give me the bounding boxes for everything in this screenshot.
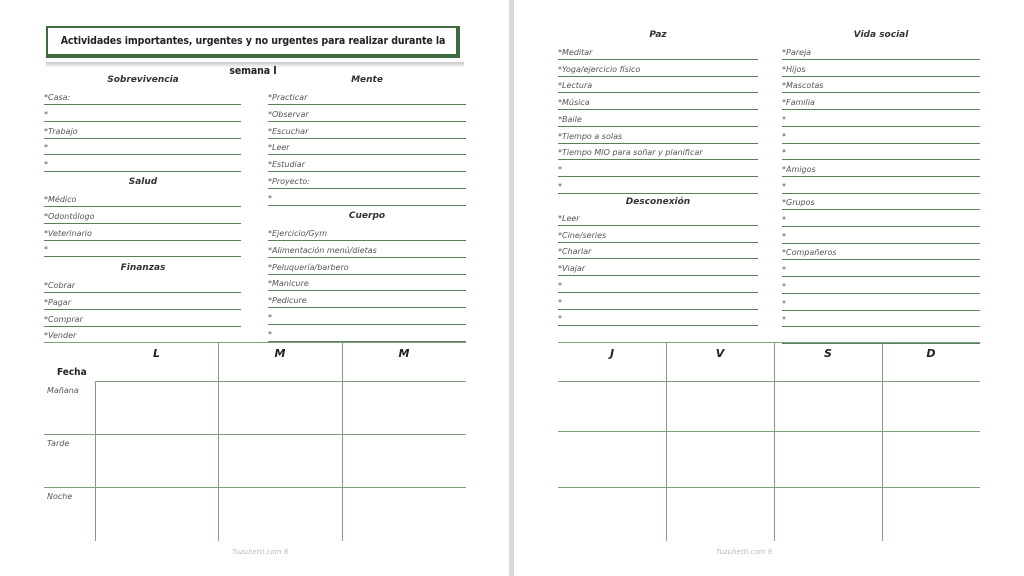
list-item[interactable]: *	[268, 309, 466, 325]
list-item[interactable]: *Hijos	[782, 61, 980, 77]
section-title-desconexion: Desconexión	[625, 197, 691, 207]
list-item[interactable]: *Leer	[268, 139, 466, 155]
fecha-label: Fecha	[57, 367, 87, 378]
list-item[interactable]	[558, 327, 758, 343]
list-item[interactable]: *Lectura	[558, 77, 758, 93]
list-item[interactable]: *Pagar	[44, 294, 241, 310]
list-item[interactable]: *Trabajo	[44, 123, 241, 139]
list-item[interactable]: *	[558, 277, 758, 293]
week-title: Actividades importantes, urgentes y no urgentes para realizar durante la semana I	[60, 35, 446, 77]
list-item[interactable]: *Practicar	[268, 89, 466, 105]
list-item[interactable]: *	[44, 139, 241, 155]
section-title-sobrevivencia: Sobrevivencia	[107, 75, 179, 85]
section-title-finanzas: Finanzas	[120, 263, 166, 273]
list-item[interactable]: *Odontólogo	[44, 208, 241, 224]
list-item[interactable]: *Leer	[558, 210, 758, 226]
day-lunes: L	[152, 347, 160, 360]
list-item[interactable]: *	[782, 178, 980, 194]
list-item[interactable]: *Estudiar	[268, 156, 466, 172]
list-item[interactable]: *Veterinario	[44, 225, 241, 241]
list-item[interactable]: *Peluquería/barbero	[268, 259, 466, 275]
row-label-manana: Mañana	[47, 386, 79, 395]
list-item[interactable]: *Médico	[44, 191, 241, 207]
list-item[interactable]: *	[558, 178, 758, 194]
list-item[interactable]: *	[782, 295, 980, 311]
left-page	[0, 0, 509, 576]
list-item[interactable]: *Grupos	[782, 194, 980, 210]
list-item[interactable]: *Meditar	[558, 44, 758, 60]
list-item[interactable]: *Música	[558, 94, 758, 110]
list-item[interactable]: *Tiempo a solas	[558, 128, 758, 144]
list-item[interactable]: *Cine/series	[558, 227, 758, 243]
day-domingo: D	[926, 347, 936, 360]
section-title-salud: Salud	[128, 177, 158, 187]
list-item[interactable]: *	[782, 211, 980, 227]
list-item[interactable]: *	[268, 190, 466, 206]
list-item[interactable]: *Cobrar	[44, 277, 241, 293]
list-item[interactable]: *	[782, 311, 980, 327]
list-item[interactable]: *Compañeros	[782, 244, 980, 260]
list-item[interactable]: *	[782, 228, 980, 244]
right-page	[514, 0, 1024, 576]
list-item[interactable]: *Vender	[44, 327, 241, 343]
list-item[interactable]: *	[782, 278, 980, 294]
list-item[interactable]: *	[44, 241, 241, 257]
row-label-noche: Noche	[47, 492, 73, 501]
list-item[interactable]: *Proyecto:	[268, 173, 466, 189]
section-title-mente: Mente	[351, 75, 383, 85]
list-item[interactable]: *	[782, 111, 980, 127]
page-footer-right: Tuzuhetti.com 9	[716, 548, 773, 556]
day-viernes: V	[715, 347, 725, 360]
section-title-paz: Paz	[649, 30, 667, 40]
list-item[interactable]: *	[558, 161, 758, 177]
list-item[interactable]: *	[44, 156, 241, 172]
list-item[interactable]: *	[782, 261, 980, 277]
list-item[interactable]: *Charlar	[558, 243, 758, 259]
list-item[interactable]: *Yoga/ejercicio físico	[558, 61, 758, 77]
list-item[interactable]: *Familia	[782, 94, 980, 110]
list-item[interactable]: *Comprar	[44, 311, 241, 327]
list-item[interactable]: *	[558, 294, 758, 310]
list-item[interactable]: *Pedicure	[268, 292, 466, 308]
day-sabado: S	[824, 347, 832, 360]
list-item[interactable]: *	[268, 326, 466, 342]
list-item[interactable]: *Manicure	[268, 275, 466, 291]
week-title-box	[46, 26, 464, 77]
list-item[interactable]: *	[782, 128, 980, 144]
list-item[interactable]: *	[782, 144, 980, 160]
list-item[interactable]: *	[44, 106, 241, 122]
section-title-cuerpo: Cuerpo	[348, 211, 386, 221]
list-item[interactable]: *Pareja	[782, 44, 980, 60]
day-martes: M	[274, 347, 286, 360]
list-item[interactable]: *Casa:	[44, 89, 241, 105]
section-title-vida-social: Vida social	[853, 30, 909, 40]
day-jueves: J	[609, 347, 615, 360]
list-item[interactable]: *Viajar	[558, 260, 758, 276]
day-miercoles: M	[398, 347, 410, 360]
list-item[interactable]: *Ejercicio/Gym	[268, 225, 466, 241]
list-item[interactable]: *Baile	[558, 111, 758, 127]
page-footer-left: Tuzuhetti.com 8	[232, 548, 289, 556]
list-item[interactable]: *Alimentación menú/dietas	[268, 242, 466, 258]
list-item[interactable]: *Mascotas	[782, 77, 980, 93]
list-item[interactable]: *Escuchar	[268, 123, 466, 139]
list-item[interactable]: *Tiempo MIO para soñar y planificar	[558, 144, 758, 160]
list-item[interactable]: *Observar	[268, 106, 466, 122]
list-item[interactable]: *	[558, 310, 758, 326]
list-item[interactable]: *Amigos	[782, 161, 980, 177]
row-label-tarde: Tarde	[47, 439, 70, 448]
